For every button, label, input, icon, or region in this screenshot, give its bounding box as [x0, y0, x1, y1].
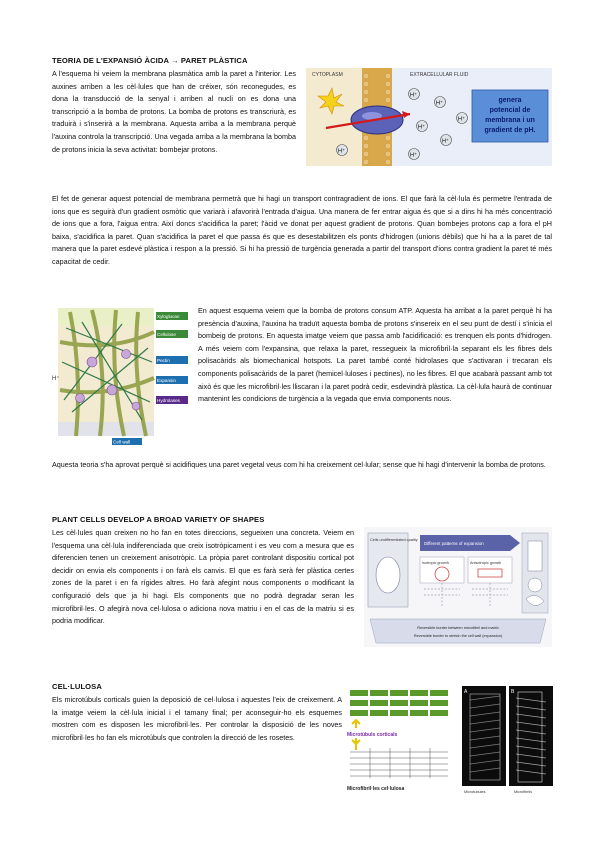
growth-patterns-diagram	[364, 527, 552, 647]
paragraph-acid-growth-4: Aquesta teoria s'ha aprovat perquè si acidifiques una paret vegetal veus com hi ha creixement cel·lular; sense que hi hagi d'intervenir la bomba de protons.	[52, 460, 546, 469]
svg-text:B: B	[511, 689, 515, 695]
svg-text:Cells undifferentiated quality: Cells undifferentiated quality	[370, 538, 418, 542]
svg-text:H⁺: H⁺	[338, 148, 345, 155]
svg-text:H⁺: H⁺	[410, 152, 417, 159]
svg-text:H⁺: H⁺	[436, 100, 443, 107]
microtubule-schema	[346, 686, 456, 794]
figure-microtubule-schema	[346, 686, 456, 794]
svg-text:Isotropic growth: Isotropic growth	[422, 561, 449, 565]
cortical-microtubules-grid	[350, 690, 448, 716]
cell-wall-diagram	[52, 302, 190, 446]
section-title-cellulose: CEL·LULOSA	[52, 682, 102, 691]
svg-text:H⁺: H⁺	[410, 92, 417, 99]
paragraph-acid-growth-3: En aquest esquema veiem que la bomba de protons consum ATP. Aquesta ha arribat a la paret perquè hi ha presència d'auxina, l'auxina ha traduït aquesta bomba de protons s'insereix en el seu punt de destí i s'inicia el bombeig de protons. En aquesta imatge veiem que passa amb l'acidificació: es trenquen els ponts d'hidrogen. A més veiem com l'expansina, que relaxa la paret, ressegueix la microfibril·la separant els les fibres dels polisacàrids als biomechanical hotspots. La paret també conté hidrolases que s'activaran i trecaran els components polisacàrids de la paret (hemicel·luloses i pectines), no les fibres. El que acabarà passant amb tot això és que les microfibril·les lliscaran i la paret podrà cedir, esdevindrà plàstica. La cèl·lula haurà de continuar mantenint les condicions de turgència a la vegada que envia components nous.	[198, 306, 552, 404]
svg-text:Cell wall: Cell wall	[113, 439, 131, 445]
svg-text:Expansin: Expansin	[157, 378, 176, 383]
svg-text:A: A	[464, 689, 468, 695]
svg-text:membrana i un: membrana i un	[485, 117, 535, 124]
figure-growth-patterns	[364, 527, 552, 647]
svg-text:Xyloglucan: Xyloglucan	[157, 314, 180, 319]
proton-pump-diagram	[306, 68, 552, 166]
svg-text:H⁺: H⁺	[458, 116, 465, 123]
paragraph-cell-shapes: Les cèl·lules quan creixen no ho fan en totes direccions, segueixen una concreta. Veiem en l'esquema una cèl·lula indiferenciada que creix isotròpicament i es veu com a mesura que es diferencien tenen un creixement anisotròpic. La pròpia paret controlant dispositiu cortical pot decidir on envia els components i on farà els canvis. El que es farà serà fer plàstica certes zones de la paret i en fa rígides altres. Ho farà afegint nous components o modificant la configuració dels que ja hi hagi. Els components que no podrà degradar seran les microfibril·les. O afegirà nova cel·lulosa o adiciona nova matriu i en el cas de la matriu si es podria modificar.	[52, 528, 354, 626]
svg-text:genera: genera	[498, 97, 522, 104]
svg-text:potencial de: potencial de	[489, 107, 531, 114]
cytoplasm-label: CYTOPLASM	[312, 72, 343, 78]
svg-text:Reversible border to stretch t: Reversible border to stretch the cell wall (expansion)	[413, 634, 503, 638]
reversible-border-banner	[370, 619, 546, 643]
label-cortical-microtubules: Microtúbuls corticals	[347, 732, 398, 738]
micrograph-panels	[462, 686, 554, 794]
svg-text:Hydrolases: Hydrolases	[157, 398, 180, 403]
svg-text:Microfibrils: Microfibrils	[514, 790, 533, 794]
svg-text:H⁺: H⁺	[418, 124, 425, 131]
extracellular-label: EXTRACELLULAR FLUID	[410, 72, 469, 78]
paragraph-cellulose: Els microtúbuls corticals guien la deposició de cel·lulosa i aquestes l'eix de creixement. A la imatge veiem la cèl·lula inicial i el tamany final; per aconseguir-ho els esquemes mostren com es disposen les microfibril·les. Per controlar la disposició de les noves microfibril·les ho fan els microtúbuls que controlen la direcció de les rosetes.	[52, 695, 342, 742]
figure-cell-wall-expansin	[52, 302, 190, 446]
svg-text:Anisotropic growth: Anisotropic growth	[470, 561, 502, 565]
label-cellulose-microfibrils: Microfibril·les cel·lulosa	[347, 786, 405, 792]
svg-text:Cellulose: Cellulose	[157, 332, 176, 337]
section-title-acid-growth: TEORIA DE L'EXPANSIÓ ÀCIDA → PARET PLÀSTICA	[52, 56, 248, 65]
proton-label: H⁺	[52, 376, 60, 382]
paragraph-acid-growth-1: A l'esquema hi veiem la membrana plasmàtica amb la paret a l'interior. Les auxines arriben a les cèl·lules que han de créixer, són reconegudes, es dona la transducció de la senyal i arriben al nucli on es dona una transcripció a la bomba de protons. La bomba de protons es transcriurà, es traduirà i s'inserirà a la membrana. Aquesta arriba a la membrana perquè l'auxina controla la transcripció. Una vegada arriba a la membrana la bomba de protons inicia la seva activitat: bombejar protons.	[52, 69, 296, 154]
svg-text:Different patterns of expansio: Different patterns of expansion	[424, 541, 484, 546]
svg-text:H⁺: H⁺	[442, 138, 449, 145]
section-title-cell-shapes: PLANT CELLS DEVELOP A BROAD VARIETY OF SHAPES	[52, 515, 265, 524]
figure-micrographs	[462, 686, 554, 794]
svg-text:gradient de pH.: gradient de pH.	[484, 127, 536, 134]
svg-text:Pectin: Pectin	[157, 358, 170, 363]
svg-text:Microtubules: Microtubules	[464, 790, 486, 794]
figure-proton-pump	[306, 68, 552, 166]
paragraph-acid-growth-2: El fet de generar aquest potencial de membrana permetrà que hi hagi un transport contragradient de ions. El que farà la cèl·lula és permetre l'entrada de ions que es seguirà d'un gradient osmòtic que variarà i afavorirà l'entrada d'aigua. Una manera de fer entrar aigua és que si a dins hi ha més concentració de ions que a fora, l'aigua entra. Així doncs s'acidifica la paret; l'àcid ve donat per aquest gradient de protons. Quan bombejes protons cap a fora el pH baixa, s'acidifica la paret. Quan s'acidifica la paret el que passa és que es desestabilitzen els ponts d'hidrogen (unions dèbils) que hi ha a la paret de tal manera que la paret esdevé plàstica i respon a la pressió. Si hi ha pressió de turgència generada a partir del transport d'ions contra gradient la paret té més capacitat de cedir.	[52, 194, 552, 266]
micrograph-panel-b	[509, 686, 553, 786]
svg-text:Reversible border between micr: Reversible border between microfibril and matrix	[417, 626, 499, 630]
